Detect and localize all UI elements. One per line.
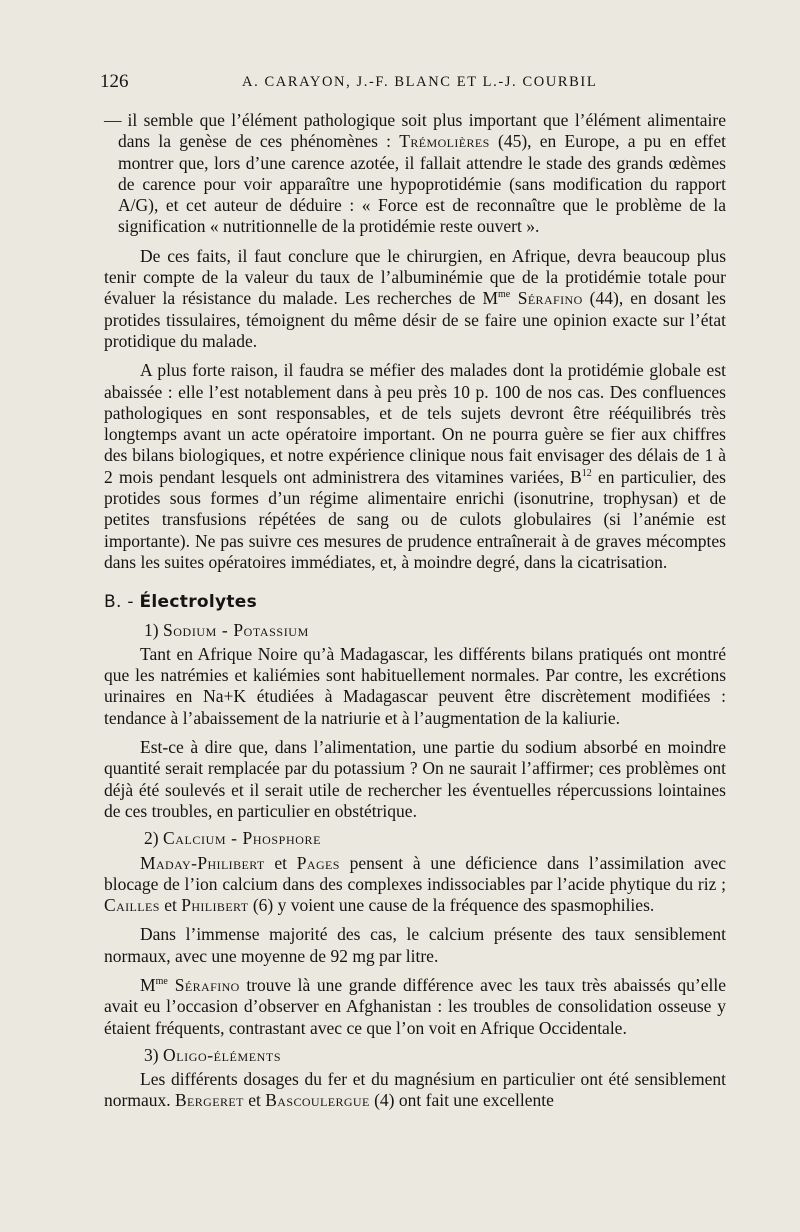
text-run: (4) ont fait une excellente — [369, 1090, 554, 1111]
author-name: Pages — [296, 852, 340, 873]
text-run: De ces faits, il faut conclure que le chirurgien, en Afrique, devra beaucoup plus tenir compte de la valeur du taux de l’albuminémie que de la protidémie totale pour évaluer la résistance du malade. Les recherches de M — [104, 245, 726, 309]
text-run: (44), en dosant les protides tissulaires, témoignent du même désir de se faire une opinion exacte sur l’état protidique du malade. — [104, 288, 726, 351]
superscript: me — [155, 975, 168, 987]
body-text — [104, 110, 726, 1112]
section-prefix: B. - — [104, 592, 140, 613]
text-run: Dans l’immense majorité des cas, le calcium présente des taux sensiblement normaux, avec une moyenne de 92 mg par litre. — [104, 924, 726, 966]
section-heading — [104, 592, 726, 613]
paragraph — [104, 737, 726, 822]
paragraph — [104, 246, 726, 352]
author-name: Trémolières — [399, 131, 490, 152]
author-name: Bergeret — [174, 1090, 244, 1111]
text-run: pensent à une déficience dans l’assimilation avec blocage de l’ion calcium dans des complexes indissociables par l’acide phytique du riz ; — [104, 852, 726, 894]
text-run: Est-ce à dire que, dans l’alimentation, une partie du sodium absorbé en moindre quantité serait remplacée par du potassium ? On ne saurait l’affirmer; ces problèmes ont déjà été soulevés et il serait utile de rechercher les éventuelles répercussions lointaines de ces troubles, en particulier en obstétrique. — [104, 737, 726, 821]
text-run: (6) y voient une cause de la fréquence des spasmophilies. — [248, 895, 655, 916]
subsection-number: 1) — [144, 619, 163, 640]
text-run: et — [264, 852, 297, 873]
subsection-number: 3) — [144, 1044, 163, 1065]
page-number: 126 — [100, 71, 129, 92]
author-name: Sérafino — [167, 974, 240, 995]
section-title: Électrolytes — [139, 592, 258, 613]
text-run: Tant en Afrique Noire qu’à Madagascar, les différents bilans pratiqués ont montré que les natrémies et kaliémies sont habituellement normales. Par contre, les excrétions urinaires en Na+K étudiées à Madagascar peuvent être discrètement modifiées : tendance à l’abaissement de la natriurie et à l’augmentation de la kaliurie. — [104, 643, 726, 728]
subsection-title: Calcium - Phosphore — [162, 828, 322, 849]
text-run: et — [159, 895, 182, 916]
paragraph — [104, 360, 726, 573]
paragraph — [104, 924, 726, 967]
text-run: en particulier, des protides sous formes d’un régime alimentaire enrichi (isonutrine, trophysan) et de petites transfusions répétées de sang ou de culots globulaires (si l’anémie est importante). Ne pas suivre ces mesures de prudence entraînerait à de graves mécomptes dans les suites opératoires immédiates, et, à moindre degré, dans la cicatrisation. — [104, 466, 726, 572]
subsection-heading — [104, 620, 726, 641]
em-dash: — — [104, 110, 122, 130]
paragraph-dash — [104, 110, 726, 238]
subsection-heading — [104, 828, 726, 849]
subsection-title: Sodium - Potassium — [162, 619, 309, 640]
text-run: et — [243, 1090, 266, 1111]
paragraph — [104, 853, 726, 917]
subsection-heading — [104, 1045, 726, 1066]
paragraph — [104, 975, 726, 1039]
superscript: me — [498, 289, 511, 301]
superscript: 12 — [581, 467, 592, 479]
text-run: trouve là une grande différence avec les taux très abaissés qu’elle avait eu l’occasion d’observer en Afghanistan : les troubles de consolidation osseuse y étaient fréquents, contrastant avec ce que l’on voit en Afrique Occidentale. — [104, 974, 726, 1038]
author-name: Cailles — [104, 895, 160, 916]
subsection-number: 2) — [144, 828, 163, 849]
text-run: il semble que l’élément pathologique soit plus important que l’élément alimentaire dans la genèse de ces phénomènes : — [118, 110, 726, 152]
author-name: Sérafino — [510, 288, 583, 309]
subsection-title: Oligo-éléments — [162, 1044, 282, 1065]
text-run: (45), en Europe, a pu en effet montrer que, lors d’une carence azotée, il fallait attendre le stade des grands œdèmes de carence pour voir apparaître une hypoprotidémie (sans modification du rapport A/G), et cet auteur de déduire : « Force est de reconnaître que le problème de la signification « nutritionnelle de la protidémie reste ouvert ». — [118, 131, 726, 237]
text-run: A plus forte raison, il faudra se méfier des malades dont la protidémie globale est abaissée : elle l’est notablement dans à peu près 10 p. 100 de nos cas. Des confluences pathologiques en sont responsables, et de tels sujets devront être rééquilibrés très longtemps avant un acte opératoire important. On ne pourra guère se fier aux chiffres des bilans biologiques, et notre expérience clinique nous fait envisager des délais de 1 à 2 mois pendant lesquels ont administrera des vitamines variées, B — [104, 360, 726, 487]
author-name: Maday-Philibert — [140, 852, 265, 873]
author-name: Philibert — [181, 895, 249, 916]
running-title: A. CARAYON, J.-F. BLANC ET L.-J. COURBIL — [242, 74, 598, 90]
paragraph — [104, 644, 726, 729]
author-name: Bascoulergue — [265, 1090, 370, 1111]
text-run: M — [140, 974, 156, 995]
paragraph — [104, 1069, 726, 1112]
text-run: Les différents dosages du fer et du magnésium en particulier ont été sensiblement normaux. — [104, 1069, 726, 1111]
